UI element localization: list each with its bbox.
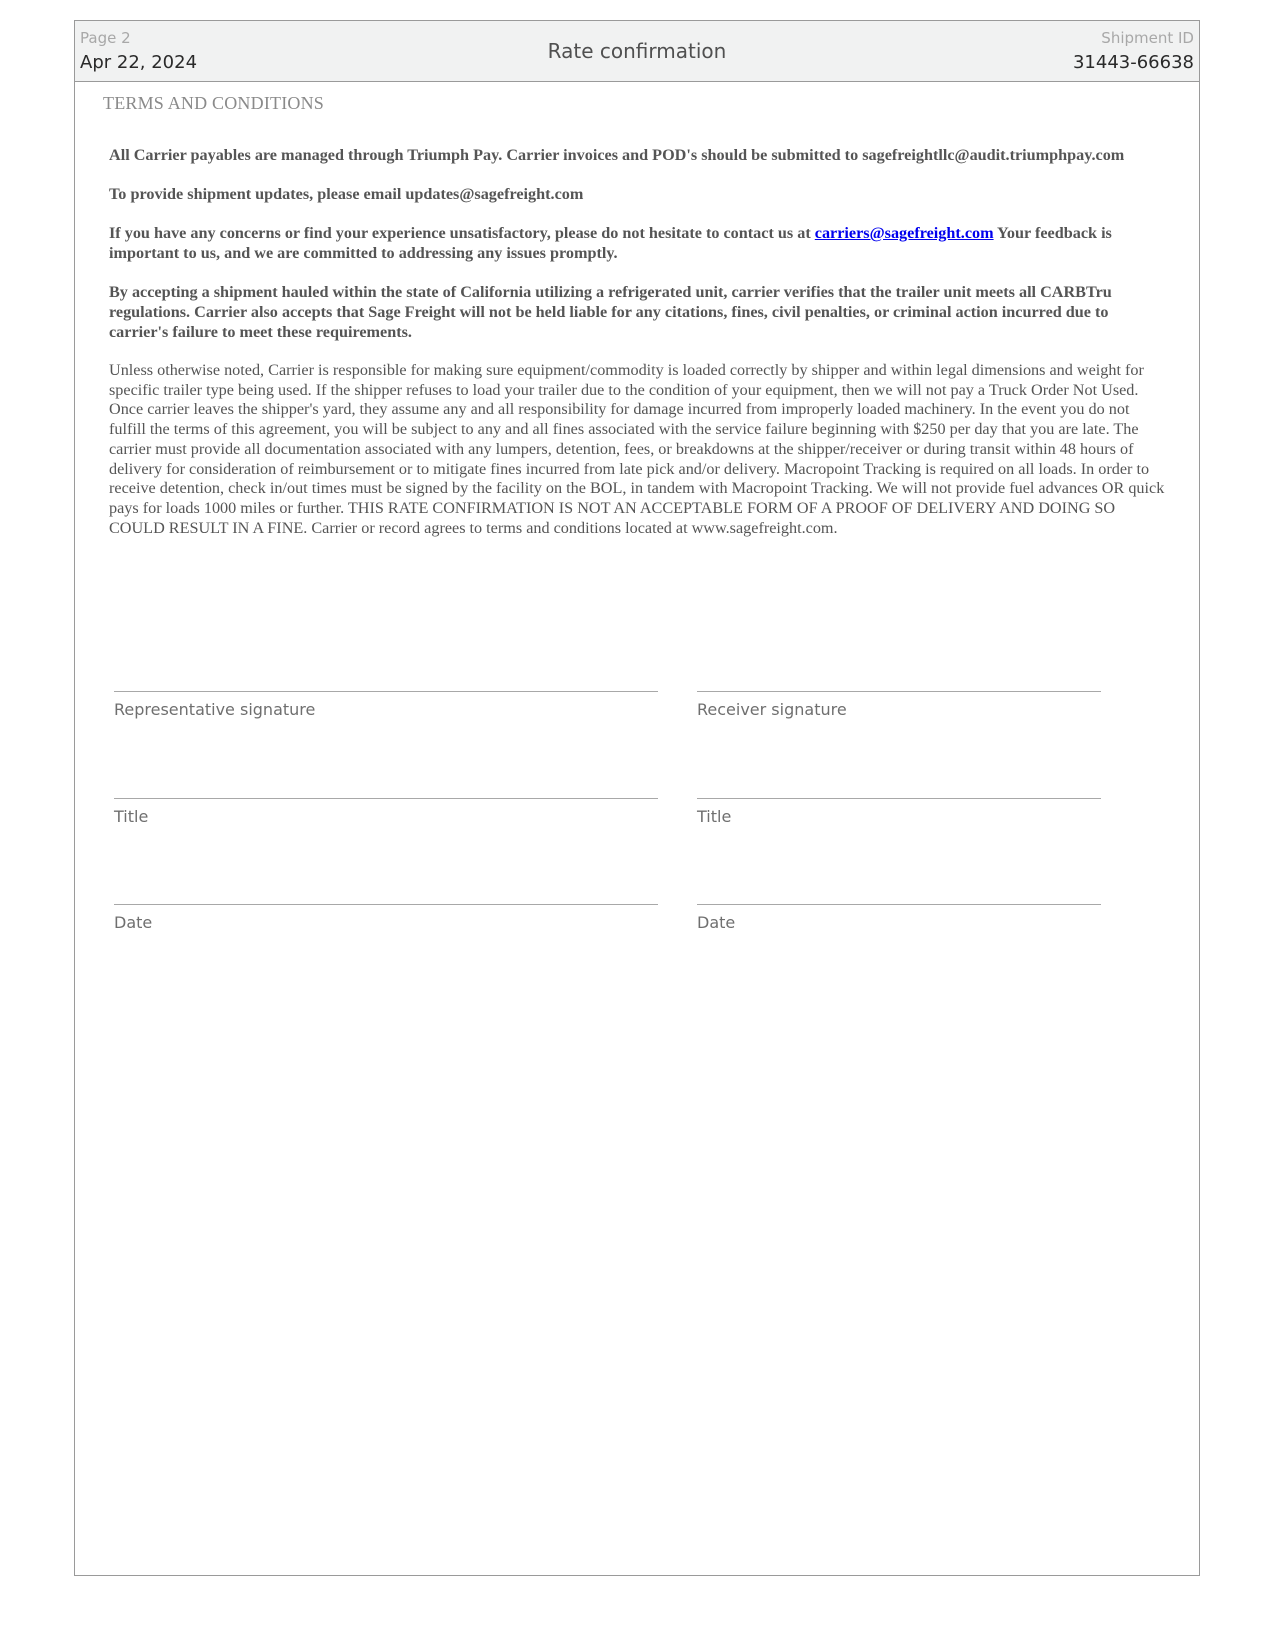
receiver-signature-line[interactable] xyxy=(697,691,1101,692)
page-header xyxy=(75,21,1199,82)
terms-body xyxy=(109,145,1169,557)
concerns-text-after: Your feedback is important to us, and we are committed to addressing any issues promptly. xyxy=(109,224,1112,262)
shipment-id-label: Shipment ID xyxy=(1101,29,1194,47)
shipment-id-value: 31443-66638 xyxy=(1072,52,1194,73)
carriers-email-link[interactable]: carriers@sagefreight.com xyxy=(814,224,994,242)
page-number: Page 2 xyxy=(80,29,131,47)
representative-signature-line[interactable] xyxy=(114,691,658,692)
left-title-label: Title xyxy=(114,807,149,826)
concerns-text-before: If you have any concerns or find your experience unsatisfactory, please do not hesitate to contact us at xyxy=(109,224,815,242)
document-page xyxy=(74,20,1200,1576)
receiver-signature-label: Receiver signature xyxy=(697,700,847,719)
left-date-label: Date xyxy=(114,913,153,932)
right-title-label: Title xyxy=(697,807,732,826)
left-date-line[interactable] xyxy=(114,904,658,905)
right-date-label: Date xyxy=(697,913,736,932)
terms-paragraph-general: Unless otherwise noted, Carrier is responsible for making sure equipment/commodity is loaded correctly by shipper and within legal dimensions and weight for specific trailer type being used. If the shipper refuses to load your trailer due to the condition of your equipment, then we will not pay a Truck Order Not Used. Once carrier leaves the shipper's yard, they assume any and all responsibility for damage incurred from improperly loaded machinery. In the event you do not fulfill the terms of this agreement, you will be subject to any and all fines associated with the service failure beginning with $250 per day that you are late. The carrier must provide all documentation associated with any lumpers, detention, fees, or breakdowns at the shipper/receiver or during transit within 48 hours of delivery for consideration of reimbursement or to mitigate fines incurred from late pick and/or delivery. Macropoint Tracking is required on all loads. In order to receive detention, check in/out times must be signed by the facility on the BOL, in tandem with Macropoint Tracking. We will not provide fuel advances OR quick pays for loads 1000 miles or further. THIS RATE CONFIRMATION IS NOT AN ACCEPTABLE FORM OF A PROOF OF DELIVERY AND DOING SO COULD RESULT IN A FINE. Carrier or record agrees to terms and conditions located at www.sagefreight.com. xyxy=(109,361,1165,537)
document-title: Rate confirmation xyxy=(547,39,727,63)
terms-paragraph-updates: To provide shipment updates, please email updates@sagefreight.com xyxy=(109,185,584,203)
terms-paragraph-concerns xyxy=(109,223,1169,263)
terms-section-title: TERMS AND CONDITIONS xyxy=(103,93,325,113)
document-date: Apr 22, 2024 xyxy=(80,52,198,73)
representative-signature-label: Representative signature xyxy=(114,700,316,719)
right-date-line[interactable] xyxy=(697,904,1101,905)
right-title-line[interactable] xyxy=(697,798,1101,799)
left-title-line[interactable] xyxy=(114,798,658,799)
terms-paragraph-california: By accepting a shipment hauled within the state of California utilizing a refrigerated unit, carrier verifies that the trailer unit meets all CARBTru regulations. Carrier also accepts that Sage Freight will not be held liable for any citations, fines, civil penalties, or criminal action incurred due to carrier's failure to meet these requirements. xyxy=(109,283,1112,341)
terms-paragraph-payables: All Carrier payables are managed through Triumph Pay. Carrier invoices and POD's should be submitted to sagefreightllc@audit.triumphpay.com xyxy=(109,146,1125,164)
